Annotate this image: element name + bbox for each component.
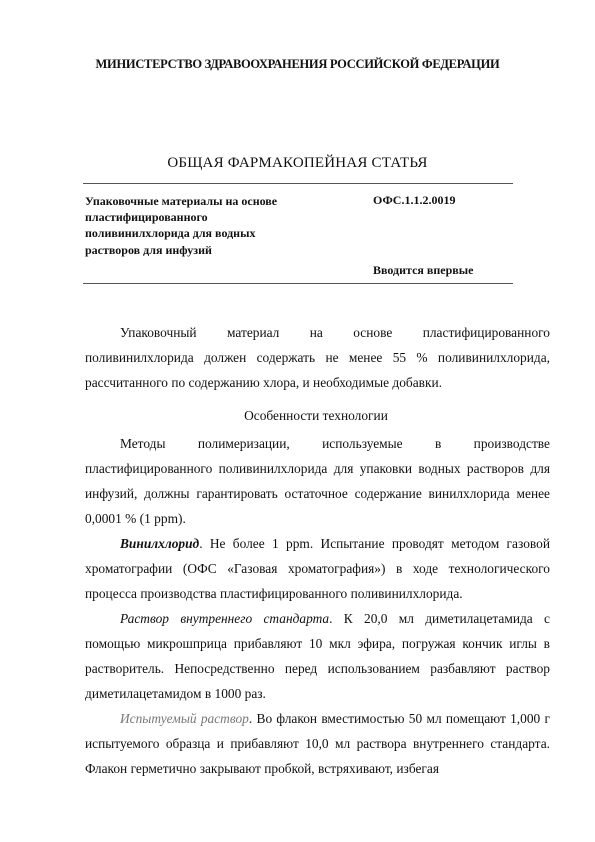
section-title: Особенности технологии [244, 408, 388, 423]
article-title-line: растворов для инфузий [85, 242, 212, 257]
intro-paragraph [85, 320, 550, 395]
internal-standard-text: . К 20,0 мл диметилацетамида с помощью микрошприца прибавляют 10 мкл эфира, погружая кончик иглы в растворитель. Непосредственно перед использованием разбавляют раствор диметилацетамидом в 1000 раз. [85, 611, 550, 701]
introduced-note: Вводится впервые [373, 263, 474, 277]
methods-paragraph: Методы полимеризации, используемые в производстве пластифицированного поливинилхлорида для упаковки водных растворов для инфузий, должны гарантировать остаточное содержание винилхлорида менее 0,0001 % (1 ppm). [85, 436, 550, 526]
header-divider-bottom [83, 283, 513, 284]
article-title-line: пластифицированного [85, 210, 208, 225]
test-solution-label: Испытуемый раствор [120, 711, 249, 726]
ministry-heading: МИНИСТЕРСТВО ЗДРАВООХРАНЕНИЯ РОССИЙСКОЙ ФЕДЕРАЦИИ [95, 57, 500, 71]
main-body [85, 431, 550, 781]
doc-type-heading: ОБЩАЯ ФАРМАКОПЕЙНАЯ СТАТЬЯ [167, 155, 428, 171]
article-title [85, 193, 325, 258]
internal-standard-paragraph [85, 606, 550, 706]
intro-text: Упаковочный материал на основе пластифицированного поливинилхлорида должен содержать не менее 55 % поливинилхлорида, рассчитанного по содержанию хлора, и необходимые добавки. [85, 325, 550, 390]
article-title-line: поливинилхлорида для водных [85, 226, 256, 241]
header-divider-top [83, 183, 513, 184]
vinyl-chloride-label: Винилхлорид [120, 536, 200, 551]
vinyl-chloride-paragraph [85, 531, 550, 606]
article-title-line: Упаковочные материалы на основе [85, 194, 278, 208]
internal-standard-label: Раствор внутреннего стандарта [120, 611, 330, 626]
test-solution-text: . Во флакон вместимостью 50 мл помещают 1,000 г испытуемого образца и прибавляют 10,0 мл раствора внутреннего стандарта. Флакон герметично закрывают пробкой, встряхивают, избегая [85, 711, 551, 776]
vinyl-chloride-text: . Не более 1 ppm. Испытание проводят методом газовой хроматографии (ОФС «Газовая хроматография») в ходе технологического процесса производства пластифицированного поливинилхлорида. [85, 536, 550, 601]
article-code: ОФС.1.1.2.0019 [373, 193, 456, 207]
test-solution-paragraph [85, 706, 550, 781]
